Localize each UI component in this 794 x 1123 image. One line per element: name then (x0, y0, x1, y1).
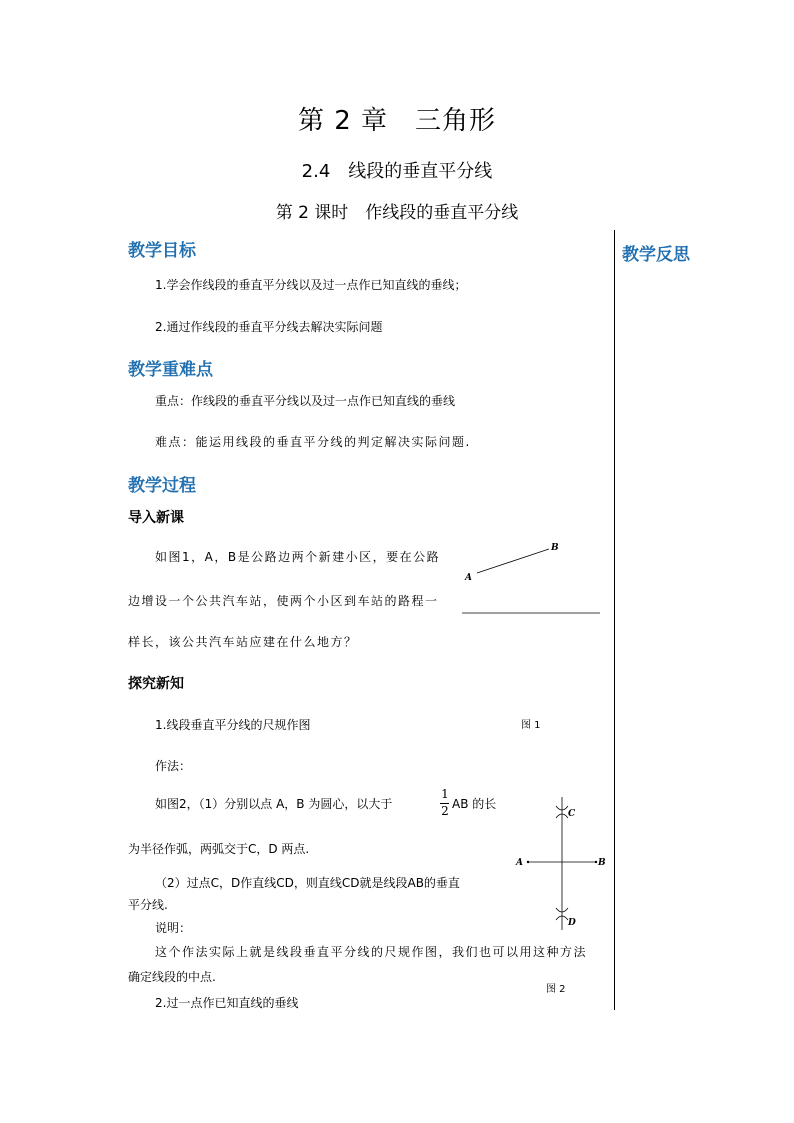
intro-line-3: 样长，该公共汽车站应建在什么地方？ (128, 635, 358, 649)
chapter-title: 第 2 章 三角形 (297, 106, 497, 136)
figure2-label-d: D (568, 918, 576, 928)
note-text-a: 这个作法实际上就是线段垂直平分线的尺规作图，我们也可以用这种方法 (155, 945, 588, 959)
intro-line-1: 如图1，A，B是公路边两个新建小区，要在公路 (155, 550, 441, 564)
construction-item-2: 2.过一点作已知直线的垂线 (155, 996, 299, 1010)
intro-line-2: 边增设一个公共汽车站，使两个小区到车站的路程一 (128, 594, 439, 608)
section-title: 2.4 线段的垂直平分线 (301, 161, 493, 182)
method-label: 作法： (155, 759, 192, 773)
step2-text-b: 平分线. (128, 898, 168, 912)
figure2-label-a: A (516, 858, 523, 868)
key-point-text: 重点：作线段的垂直平分线以及过一点作已知直线的垂线 (155, 394, 456, 408)
step2-text-a: （2）过点C，D作直线CD，则直线CD就是线段AB的垂直 (155, 876, 460, 890)
objective-item-2: 2.通过作线段的垂直平分线去解决实际问题 (155, 320, 383, 334)
reflection-title: 教学反思 (622, 245, 690, 265)
figure1-label-a: A (465, 573, 472, 583)
difficulty-text: 难点：能运用线段的垂直平分线的判定解决实际问题. (155, 435, 471, 449)
step1-text-b: AB 的长 (452, 797, 497, 811)
fraction-numerator: 1 (441, 787, 449, 801)
fraction-denominator: 2 (441, 804, 449, 818)
figure-1 (455, 538, 605, 618)
intro-title: 导入新课 (128, 510, 184, 526)
explore-title: 探究新知 (128, 676, 184, 692)
figure-2 (512, 792, 612, 934)
figure1-caption: 图 1 (521, 720, 541, 731)
process-title: 教学过程 (128, 476, 196, 496)
step1-text-a: 如图2，（1）分别以点 A，B 为圆心，以大于 (155, 797, 393, 811)
objective-item-1: 1.学会作线段的垂直平分线以及过一点作已知直线的垂线； (155, 278, 467, 292)
note-title: 说明： (155, 921, 192, 935)
lesson-title: 第 2 课时 作线段的垂直平分线 (275, 203, 519, 223)
figure1-label-b: B (551, 543, 559, 553)
note-text-b: 确定线段的中点. (128, 970, 216, 984)
figure2-label-b: B (598, 858, 606, 868)
figure2-label-c: C (568, 809, 576, 819)
column-divider (614, 230, 615, 1010)
construction-item-1: 1.线段垂直平分线的尺规作图 (155, 718, 311, 732)
objectives-title: 教学目标 (128, 241, 196, 261)
figure2-caption: 图 2 (546, 984, 566, 995)
step1-text-c: 为半径作弧，两弧交于C，D 两点. (128, 842, 310, 856)
key-points-title: 教学重难点 (128, 360, 213, 380)
